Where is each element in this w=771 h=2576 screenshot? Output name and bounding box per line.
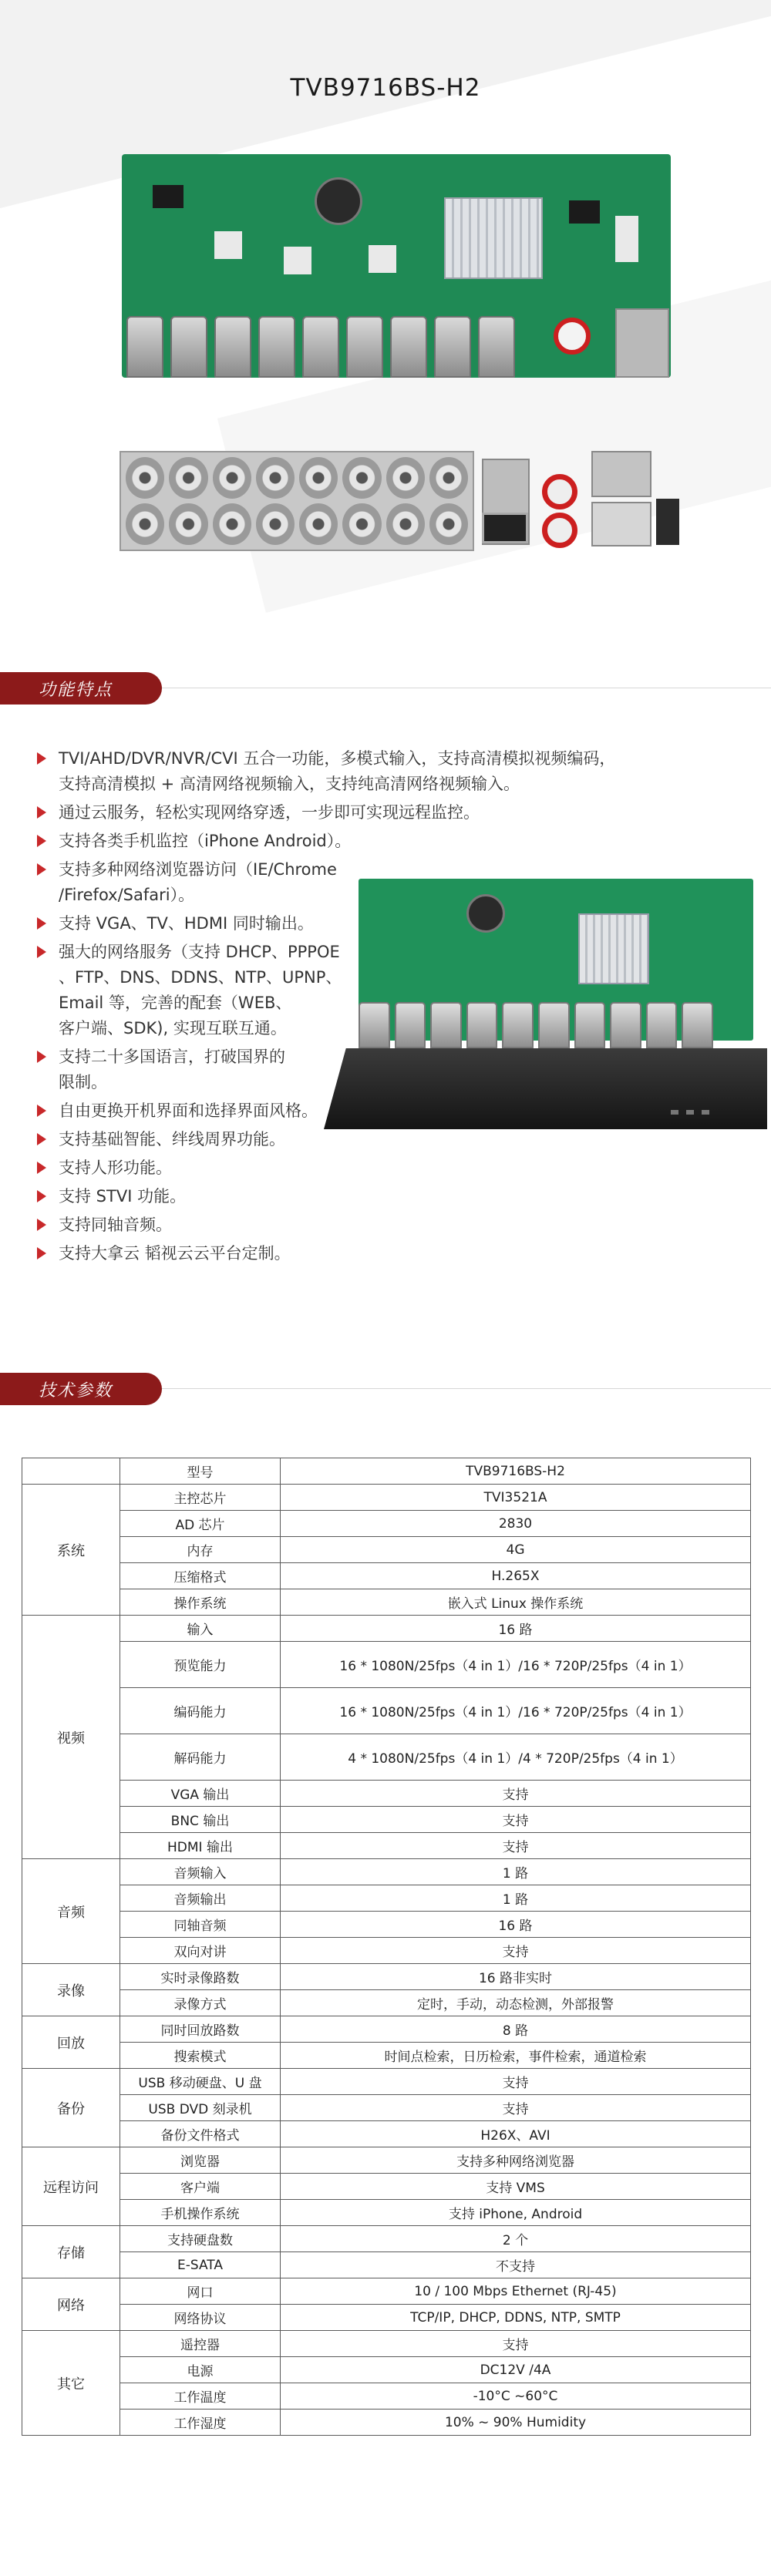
bnc-connectors xyxy=(359,1002,713,1048)
hero-section xyxy=(0,0,771,640)
bnc-connector xyxy=(258,316,295,378)
spec-group-label: 视频 xyxy=(22,1616,120,1859)
spec-param: 遥控器 xyxy=(120,2331,281,2357)
feature-item: 支持基础智能、绊线周界功能。 xyxy=(37,1127,746,1152)
spec-param: 主控芯片 xyxy=(120,1485,281,1511)
spec-param: 搜索模式 xyxy=(120,2043,281,2069)
led-indicator xyxy=(671,1110,678,1115)
spec-param: VGA 输出 xyxy=(120,1781,281,1807)
spec-row xyxy=(22,2016,751,2043)
spec-value: 2830 xyxy=(281,1511,751,1537)
spec-row xyxy=(22,2043,751,2069)
spec-row xyxy=(22,1688,751,1734)
spec-row xyxy=(22,1833,751,1859)
spec-param: 预览能力 xyxy=(120,1642,281,1688)
spec-row xyxy=(22,1859,751,1885)
bullet-icon xyxy=(37,863,46,876)
spec-row xyxy=(22,1563,751,1589)
spec-param: 操作系统 xyxy=(120,1589,281,1616)
device-case xyxy=(324,1048,767,1129)
specs-banner: 技术参数 xyxy=(0,1373,162,1405)
spec-param: 工作湿度 xyxy=(120,2410,281,2436)
spec-value: 支持 xyxy=(281,2331,751,2357)
spec-value: 支持 xyxy=(281,2069,751,2095)
spec-value: 支持 xyxy=(281,1807,751,1833)
spec-value: 时间点检索，日历检索，事件检索，通道检索 xyxy=(281,2043,751,2069)
spec-param: E-SATA xyxy=(120,2252,281,2278)
spec-group-label xyxy=(22,1458,120,1485)
spec-row xyxy=(22,2331,751,2357)
spec-row xyxy=(22,2121,751,2147)
spec-row xyxy=(22,1807,751,1833)
spec-param: 网络协议 xyxy=(120,2305,281,2331)
spec-param: 双向对讲 xyxy=(120,1938,281,1964)
heatsink xyxy=(578,913,649,984)
spec-row xyxy=(22,1781,751,1807)
feature-item: 支持同轴音频。 xyxy=(37,1212,746,1238)
spec-row xyxy=(22,1885,751,1912)
spec-row xyxy=(22,1964,751,1990)
chip xyxy=(569,200,600,224)
lan-port xyxy=(591,451,651,497)
spec-value: TCP/IP, DHCP, DDNS, NTP, SMTP xyxy=(281,2305,751,2331)
spec-row xyxy=(22,2383,751,2410)
bullet-icon xyxy=(37,1133,46,1145)
audio-port xyxy=(542,474,577,509)
spec-row xyxy=(22,1990,751,2016)
spec-value: -10°C ~60°C xyxy=(281,2383,751,2410)
spec-row xyxy=(22,1511,751,1537)
features-banner: 功能特点 xyxy=(0,672,162,705)
feature-item: 支持 STVI 功能。 xyxy=(37,1184,746,1209)
bnc-connector xyxy=(126,316,163,378)
feature-item: 支持二十多国语言，打破国界的 限制。 xyxy=(37,1044,746,1095)
spec-param: 解码能力 xyxy=(120,1734,281,1781)
nvr-device-image xyxy=(324,879,767,1148)
spec-row xyxy=(22,1642,751,1688)
spec-row xyxy=(22,1616,751,1642)
battery-cell xyxy=(466,894,505,933)
spec-group-label: 回放 xyxy=(22,2016,120,2069)
bnc-connector xyxy=(214,316,251,378)
spec-value: 支持 iPhone, Android xyxy=(281,2200,751,2226)
bnc-connector xyxy=(390,316,427,378)
spec-row xyxy=(22,1485,751,1511)
spec-group-label: 系统 xyxy=(22,1485,120,1616)
bullet-icon xyxy=(37,1105,46,1117)
spec-param: 编码能力 xyxy=(120,1688,281,1734)
spec-group-label: 备份 xyxy=(22,2069,120,2147)
spec-param: 音频输入 xyxy=(120,1859,281,1885)
spec-value: 支持 VMS xyxy=(281,2174,751,2200)
spec-group-label: 其它 xyxy=(22,2331,120,2436)
spec-value: H26X、AVI xyxy=(281,2121,751,2147)
bnc-connector xyxy=(170,316,207,378)
feature-item: 支持 VGA、TV、HDMI 同时输出。 xyxy=(37,911,746,937)
power-connector xyxy=(656,499,679,545)
feature-item: 支持多种网络浏览器访问（IE/Chrome /Firefox/Safari）。 xyxy=(37,857,746,908)
spec-value: 10% ~ 90% Humidity xyxy=(281,2410,751,2436)
spec-value: 2 个 xyxy=(281,2226,751,2252)
spec-value: 16 * 1080N/25fps（4 in 1）/16 * 720P/25fps（4 in 1） xyxy=(281,1642,751,1688)
spec-param: 工作温度 xyxy=(120,2383,281,2410)
spec-param: 浏览器 xyxy=(120,2147,281,2174)
spec-group-label: 录像 xyxy=(22,1964,120,2016)
bullet-icon xyxy=(37,1219,46,1231)
spec-param: 同时回放路数 xyxy=(120,2016,281,2043)
spec-param: USB DVD 刻录机 xyxy=(120,2095,281,2121)
spec-value: 16 路 xyxy=(281,1616,751,1642)
spec-param: HDMI 输出 xyxy=(120,1833,281,1859)
spec-param: 客户端 xyxy=(120,2174,281,2200)
spec-row xyxy=(22,2278,751,2305)
spec-param: 音频输出 xyxy=(120,1885,281,1912)
spec-value: 8 路 xyxy=(281,2016,751,2043)
bullet-icon xyxy=(37,835,46,847)
spec-row xyxy=(22,2252,751,2278)
bnc-connector xyxy=(434,316,471,378)
spec-param: AD 芯片 xyxy=(120,1511,281,1537)
connector xyxy=(615,216,638,262)
spec-value: 16 路非实时 xyxy=(281,1964,751,1990)
spec-row xyxy=(22,2069,751,2095)
spec-row xyxy=(22,1912,751,1938)
feature-item: 支持各类手机监控（iPhone Android）。 xyxy=(37,829,746,854)
spec-row xyxy=(22,2410,751,2436)
bullet-icon xyxy=(37,917,46,930)
product-title: TVB9716BS-H2 xyxy=(290,74,481,102)
spec-value: H.265X xyxy=(281,1563,751,1589)
spec-param: 录像方式 xyxy=(120,1990,281,2016)
spec-group-label: 存储 xyxy=(22,2226,120,2278)
bnc-connector xyxy=(302,316,339,378)
spec-row xyxy=(22,2147,751,2174)
spec-value: 嵌入式 Linux 操作系统 xyxy=(281,1589,751,1616)
spec-row xyxy=(22,1734,751,1781)
spec-value: 不支持 xyxy=(281,2252,751,2278)
feature-item: 支持人形功能。 xyxy=(37,1155,746,1181)
bullet-icon xyxy=(37,752,46,765)
spec-param: USB 移动硬盘、U 盘 xyxy=(120,2069,281,2095)
spec-param: 同轴音频 xyxy=(120,1912,281,1938)
spec-param: 手机操作系统 xyxy=(120,2200,281,2226)
spec-group-label: 音频 xyxy=(22,1859,120,1964)
usb-port xyxy=(591,502,651,546)
spec-group-label: 网络 xyxy=(22,2278,120,2331)
spec-row xyxy=(22,1938,751,1964)
led-indicator xyxy=(686,1110,694,1115)
spec-value: 支持 xyxy=(281,1781,751,1807)
spec-value: 1 路 xyxy=(281,1859,751,1885)
spec-row xyxy=(22,2174,751,2200)
spec-param: 压缩格式 xyxy=(120,1563,281,1589)
bnc-connector xyxy=(346,316,383,378)
spec-param: 支持硬盘数 xyxy=(120,2226,281,2252)
spec-row xyxy=(22,2305,751,2331)
spec-param: 输入 xyxy=(120,1616,281,1642)
spec-value: 4G xyxy=(281,1537,751,1563)
spec-value: 支持 xyxy=(281,1833,751,1859)
spec-param: 型号 xyxy=(120,1458,281,1485)
spec-value: TVI3521A xyxy=(281,1485,751,1511)
spec-value: 支持 xyxy=(281,2095,751,2121)
pcb-board-image xyxy=(122,154,671,378)
feature-item: TVI/AHD/DVR/NVR/CVI 五合一功能，多模式输入，支持高清模拟视频编码， 支持高清模拟 + 高清网络视频输入，支持纯高清网络视频输入。 xyxy=(37,746,746,797)
spec-table xyxy=(22,1458,751,2436)
audio-port xyxy=(542,513,577,548)
spec-param: 备份文件格式 xyxy=(120,2121,281,2147)
chip xyxy=(153,185,183,208)
spec-value: 1 路 xyxy=(281,1885,751,1912)
led-indicator xyxy=(702,1110,709,1115)
bnc-connectors xyxy=(122,316,671,378)
hdmi-port xyxy=(482,513,528,543)
heatsink xyxy=(444,197,543,279)
spec-value: 10 / 100 Mbps Ethernet (RJ-45) xyxy=(281,2278,751,2305)
spec-param: 网口 xyxy=(120,2278,281,2305)
battery-cell xyxy=(315,177,362,225)
bullet-icon xyxy=(37,946,46,958)
bullet-icon xyxy=(37,1190,46,1202)
spec-row xyxy=(22,2095,751,2121)
chip xyxy=(369,245,396,273)
spec-value: 16 路 xyxy=(281,1912,751,1938)
spec-row xyxy=(22,2357,751,2383)
spec-row xyxy=(22,1589,751,1616)
bullet-icon xyxy=(37,1051,46,1063)
spec-param: 内存 xyxy=(120,1537,281,1563)
spec-param: BNC 输出 xyxy=(120,1807,281,1833)
spec-row xyxy=(22,1537,751,1563)
spec-value: 定时，手动，动态检测，外部报警 xyxy=(281,1990,751,2016)
feature-item: 自由更换开机界面和选择界面风格。 xyxy=(37,1098,746,1124)
chip xyxy=(284,247,311,274)
spec-value: 16 * 1080N/25fps（4 in 1）/16 * 720P/25fps（4 in 1） xyxy=(281,1688,751,1734)
spec-value: DC12V /4A xyxy=(281,2357,751,2383)
feature-item: 支持大拿云 韬视云云平台定制。 xyxy=(37,1241,746,1266)
bullet-icon xyxy=(37,1162,46,1174)
spec-param: 电源 xyxy=(120,2357,281,2383)
chip xyxy=(214,231,242,259)
rear-panel-image xyxy=(120,451,675,551)
feature-item: 通过云服务，轻松实现网络穿透，一步即可实现远程监控。 xyxy=(37,800,746,826)
bullet-icon xyxy=(37,1247,46,1259)
spec-row xyxy=(22,2200,751,2226)
bullet-icon xyxy=(37,806,46,819)
spec-row xyxy=(22,1458,751,1485)
feature-item: 强大的网络服务（支持 DHCP、PPPOE 、FTP、DNS、DDNS、NTP、UPNP、 Email 等，完善的配套（WEB、 客户端、SDK), 实现互联互通。 xyxy=(37,940,746,1041)
bnc-port-grid xyxy=(120,451,474,551)
spec-value: 支持 xyxy=(281,1938,751,1964)
spec-value: 支持多种网络浏览器 xyxy=(281,2147,751,2174)
spec-value: 4 * 1080N/25fps（4 in 1）/4 * 720P/25fps（4 in 1） xyxy=(281,1734,751,1781)
spec-group-label: 远程访问 xyxy=(22,2147,120,2226)
spec-param: 实时录像路数 xyxy=(120,1964,281,1990)
bnc-connector xyxy=(478,316,515,378)
spec-value: TVB9716BS-H2 xyxy=(281,1458,751,1485)
spec-row xyxy=(22,2226,751,2252)
